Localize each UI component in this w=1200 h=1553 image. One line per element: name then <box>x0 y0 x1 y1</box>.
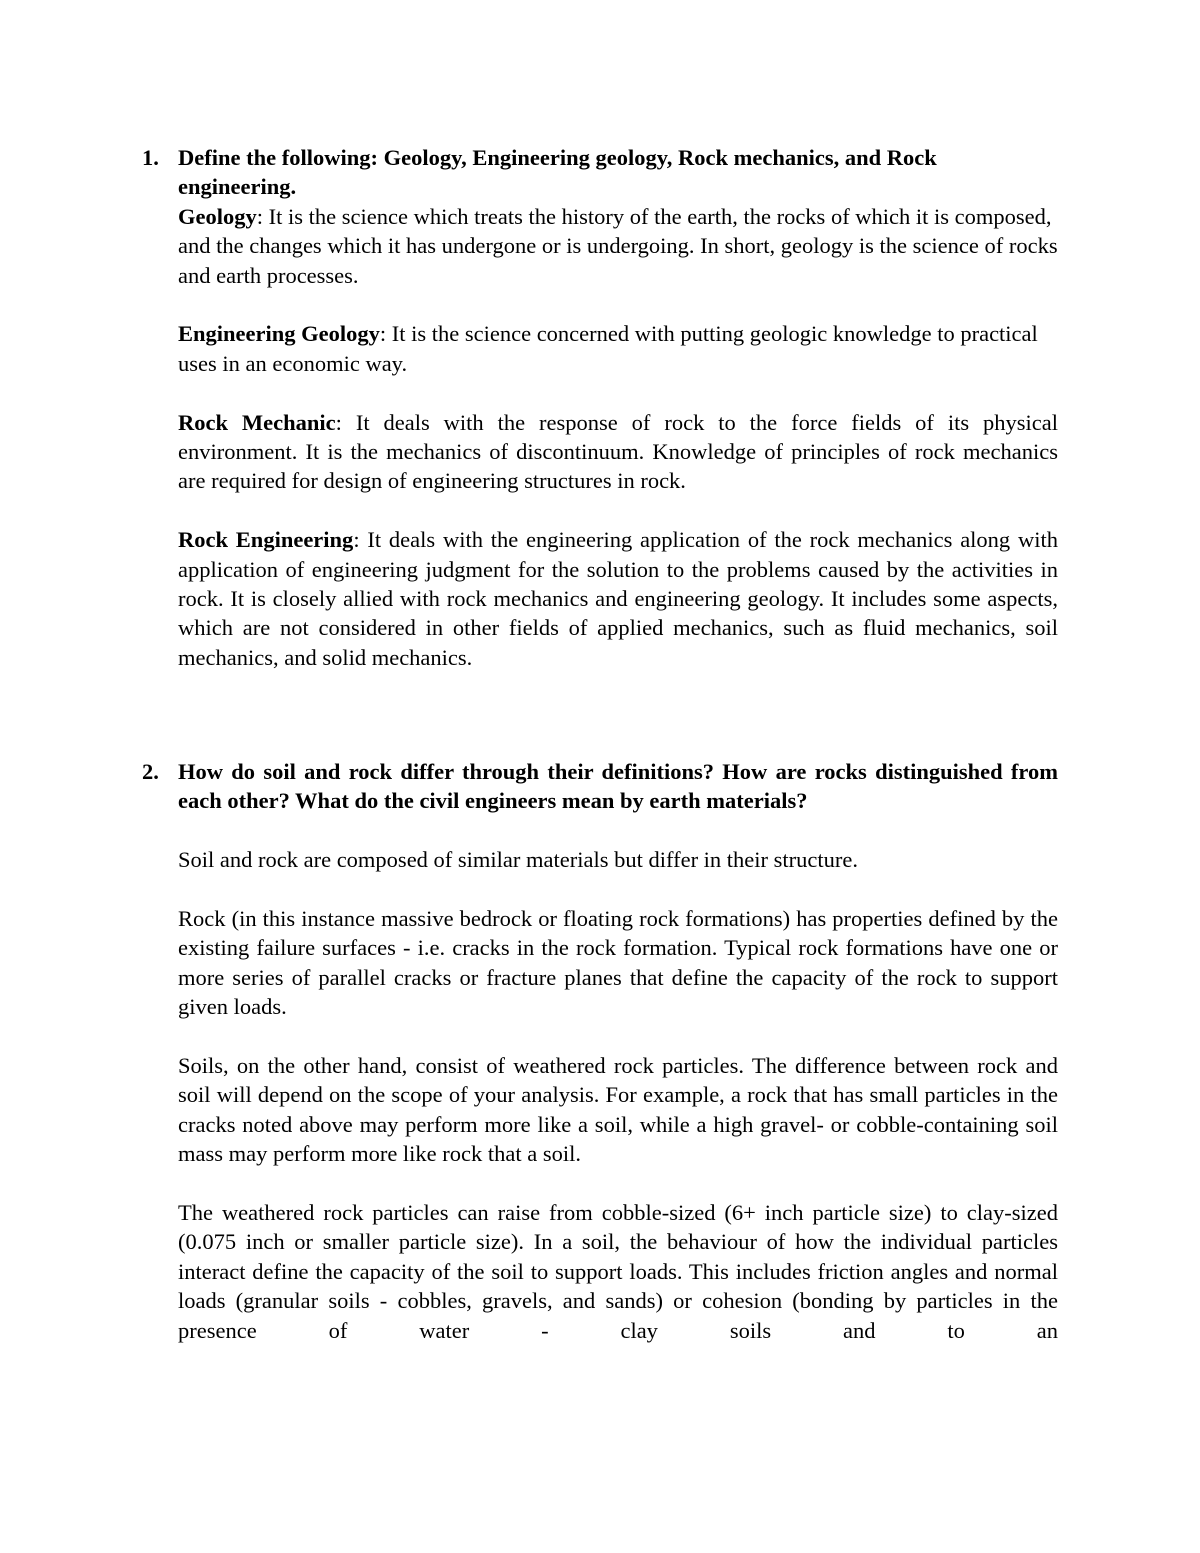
definition-text: : It deals with the engineering application of the rock mechanics along with application of engineering judgment for the solution to the problems caused by the activities in rock. It is closely allied with rock mechanics and engineering geology. It includes some aspects, which are not considered in other fields of applied mechanics, such as fluid mechanics, soil mechanics, and solid mechanics. <box>178 527 1058 670</box>
term-geology: Geology <box>178 203 257 229</box>
term-rock-engineering: Rock Engineering <box>178 527 354 553</box>
question-number: 2. <box>142 759 159 784</box>
answer-paragraph-2: Rock (in this instance massive bedrock or floating rock formations) has properties defined by the existing failure surfaces - i.e. cracks in the rock formation. Typical rock formations have one or more series of parallel cracks or fracture planes that define the capacity of the rock to support given loads. <box>178 906 1058 1020</box>
paragraph-gap <box>178 1169 1058 1198</box>
definition-text: : It is the science concerned with putting geologic knowledge to practical uses in an economic way. <box>178 321 1038 376</box>
question-number: 1. <box>142 145 159 170</box>
definition-rock-engineering <box>178 525 1058 672</box>
question-title: Define the following: Geology, Engineering geology, Rock mechanics, and Rock engineering. <box>178 145 937 200</box>
term-engineering-geology: Engineering Geology <box>178 321 380 347</box>
question-body <box>178 143 1058 672</box>
paragraph-gap <box>178 378 1058 407</box>
definition-engineering-geology <box>178 319 1058 378</box>
question-body <box>178 757 1058 1345</box>
term-rock-mechanic: Rock Mechanic <box>178 409 336 435</box>
paragraph-gap <box>178 290 1058 319</box>
definition-text: : It deals with the response of rock to the force fields of its physical environment. It is the mechanics of discontinuum. Knowledge of principles of rock mechanics are required for design of engineering structures in rock. <box>178 409 1058 494</box>
question-title: How do soil and rock differ through their definitions? How are rocks distinguished from each other? What do the civil engineers mean by earth materials? <box>178 759 1058 814</box>
paragraph-gap <box>178 875 1058 904</box>
paragraph-gap <box>178 1022 1058 1051</box>
definition-geology <box>178 202 1058 290</box>
definition-rock-mechanic <box>178 408 1058 496</box>
answer-paragraph-4: The weathered rock particles can raise from cobble-sized (6+ inch particle size) to clay-sized (0.075 inch or smaller particle size). In a soil, the behaviour of how the individual particles interact define the capacity of the soil to support loads. This includes friction angles and normal loads (granular soils - cobbles, gravels, and sands) or cohesion (bonding by particles in the presence of water - clay soils and to an <box>178 1200 1058 1343</box>
answer-paragraph-3: Soils, on the other hand, consist of weathered rock particles. The difference between rock and soil will depend on the scope of your analysis. For example, a rock that has small particles in the cracks noted above may perform more like a soil, while a high gravel- or cobble-containing soil mass may perform more like rock that a soil. <box>178 1053 1058 1167</box>
paragraph-gap <box>178 496 1058 525</box>
definition-text: : It is the science which treats the history of the earth, the rocks of which it is composed, and the changes which it has undergone or is undergoing. In short, geology is the science of rocks and earth processes. <box>178 203 1058 288</box>
answer-paragraph-1: Soil and rock are composed of similar materials but differ in their structure. <box>178 847 859 873</box>
paragraph-gap <box>178 816 1058 845</box>
